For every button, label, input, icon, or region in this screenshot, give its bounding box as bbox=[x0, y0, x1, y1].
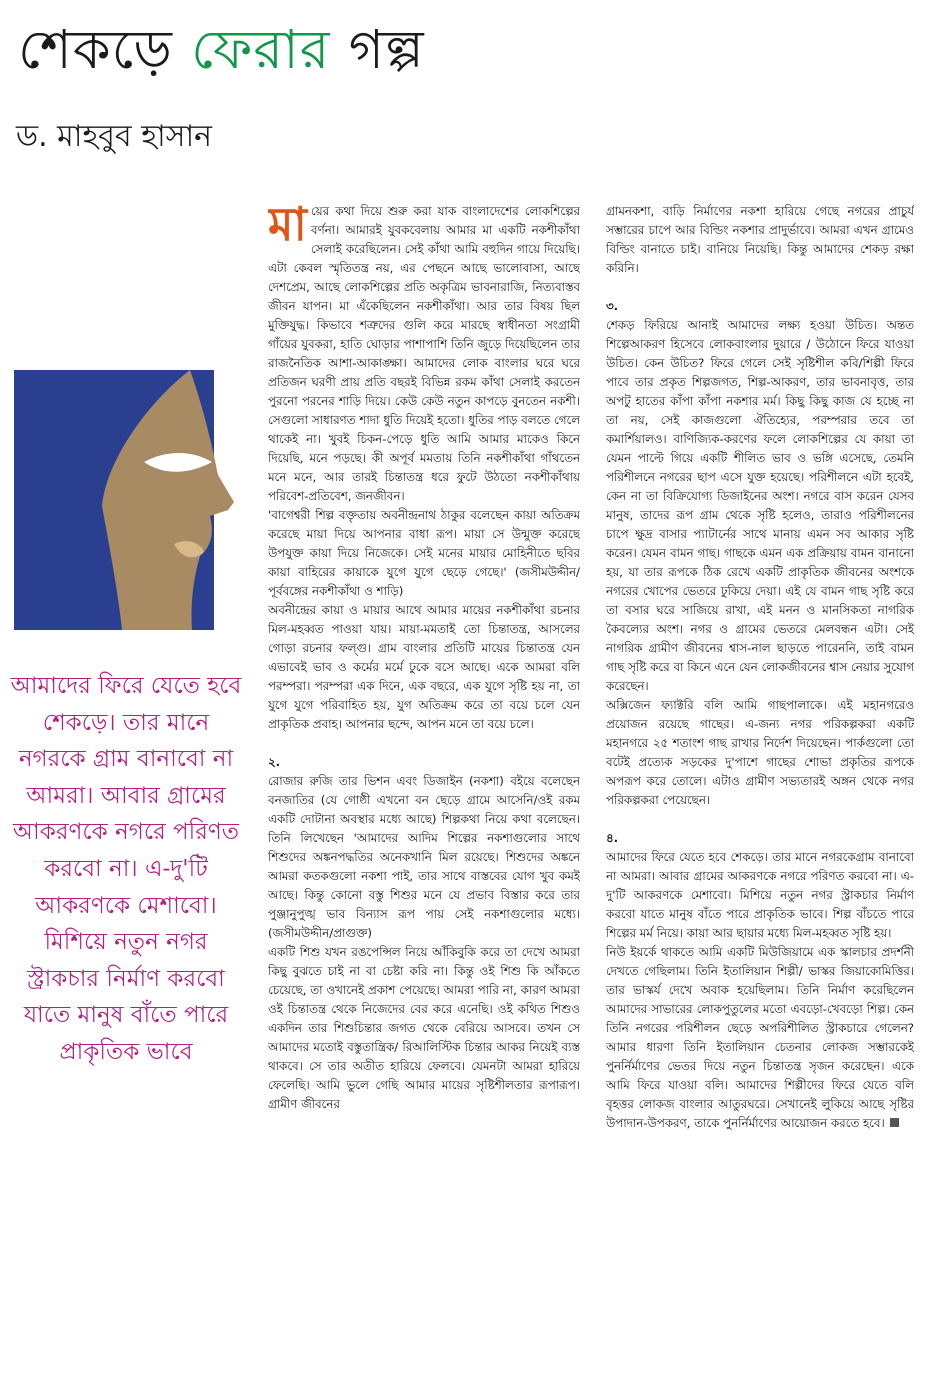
section-number: ৪. bbox=[606, 831, 619, 845]
paragraph: গ্রামনকশা, বাড়ি নির্মাণের নকশা হারিয়ে গেছে নগরের প্রাচুর্য সম্ভারের চাপে আর বিল্ডিং নকশার প্রাদুর্ভাবে। আমরা এখন গ্রামেও বিল্ডিং বানাতে চাই। বানিয়ে নিয়েছি। কিন্তু আমাদের শেকড় রক্ষা করিনি। bbox=[606, 204, 914, 275]
paragraph bbox=[268, 202, 580, 506]
paragraph-last bbox=[606, 943, 914, 1133]
paragraph: রোজার রুজি তার ভিশন এবং ডিজাইন (নকশা) বইয়ে বলেছেন বনজাতির (যে গোষ্ঠী এখনো বন ছেড়ে গ্রামে আসেনি/ওই রকম একটি দোটানা অবস্থার মধ্যে আছে) শিল্পকথা নিয়ে কথা বলেছেন। তিনি লিখেছেন 'আমাদের আদিম শিল্পের নকশাগুলোর সাথে শিশুদের অঙ্কনপদ্ধতির অনেকখানি মিল রয়েছে। শিশুদের অঙ্কনে আমরা কতকগুলো নকশা পাই, তার সাথে বাস্তবের যোগ খুব কমই আছে। কিন্তু কোনো বস্তু শিশুর মনে যে প্রভাব বিস্তার করে তার পুঞ্জানুপুঙ্খ ভাব বিন্যাস রূপ পায় সেই নকশাগুলোর মধ্যে। (জসীমউদ্দীন/প্রাগুক্ত) bbox=[268, 774, 580, 940]
paragraph-text: য়ের কথা দিয়ে শুরু করা যাক বাংলাদেশের লোকশিল্পের বর্ণনা। আমারই যুবকবেলায় আমার মা একটি নকশীকাঁথা সেলাই করেছিলেন। সেই কাঁথা আমি বহুদিন গায়ে দিয়েছি। এটা কেবল স্মৃতিতন্ত্র নয়, এর পেছনে আছে ভালোবাসা, আছে দেশপ্রেম, আছে লোকশিল্পের প্রতি অকৃত্রিম ভাবনারাজি, নিত্যবাস্তব জীবন যাপন। মা এঁকেছিলেন নকশীকাঁথা। আর তার বিষয় ছিল মুক্তিযুদ্ধ। কিভাবে শত্রুদের গুলি করে মারছে স্বাধীনতা সংগ্রামী গাঁয়ের যুবকরা, হাতি ঘোড়ার পাশাপাশি তিনি জুড়ে দিয়েছিলেন তার রাজনৈতিক আশা-আকাঙ্ক্ষা। আমাদের লোক বাংলার ঘরে ঘরে প্রতিজন ঘরণী প্রায় প্রতি বছরই বিভিন্ন রকম কাঁথা সেলাই করতেন পুরনো পরনের শাড়ি দিয়ে। কেউ কেউ নতুন কাপড়ে বুনতেন নকশী। সেগুলো সাধারণত শাদা ধুতি দিয়েই হতো। ধুতির পাড় বলতে গেলে থাকেই না। খুবই চিকন-পেড়ে ধুতি আমি আমার মাকেও কিনে দিয়েছি, মনে পড়ছে। কী অপূর্ব মমতায় তিনি নকশীকাঁথা গাঁথতেন মনে মনে, আর তারই চিন্তাতন্ত্র ধরে ফুটে উঠতো নকশীকাঁথায় পরিবেশ-প্রতিবেশ, জনজীবন। bbox=[268, 204, 580, 503]
pull-quote: আমাদের ফিরে যেতে হবে শেকড়ে। তার মানে নগরকে গ্রাম বানাবো না আমরা। আবার গ্রামের আকরণকে নগরে পরিণত করবো না। এ-দু'টি আকরণকে মেশাবো। মিশিয়ে নতুন নগর স্ট্রাকচার নির্মাণ করবো যাতে মানুষ বাঁতে পারে প্রাকৃতিক ভাবে bbox=[10, 673, 242, 1065]
paragraph: শেকড় ফিরিয়ে আনাই আমাদের লক্ষ্য হওয়া উচিত। অন্তত শিল্পেআকরণ হিসেবে লোকবাংলার দুয়ারে / উঠোনে ফিরে যাওয়া উচিত। কেন উচিত? ফিরে গেলে সেই সৃষ্টিশীল কবি/শিল্পী ফিরে পাবে তার প্রকৃত শিল্পজগত, শিল্প-আকরণ, তার ভাবনাবৃত্ত, তার অপটু হাতের কাঁপা কাঁপা নকশার মর্ম। কিছু কিছু কাজ যে হচ্ছে না তা নয়, সেই কাজগুলো ঐতিহ্যের, পরম্পরার তবে তা কমার্শিয়ালও। বাণিজ্যিক-করণের ফলে লোকশিল্পের যে কায়া তা যেমন পাল্টে গিয়ে একটি শীলিত ভাব ও ভঙ্গি এসেছে, তেমনি পরিশীলনে নগরের ছাপ এসে যুক্ত হয়েছে। পরিশীলনে এটা হবেই, কেন না তা বিক্রিযোগ্য ডিজাইনের অংশ। নগরে বাস করেন যেসব মানুষ, তাদের রূপ গ্রাম থেকে সৃষ্টি হলেও, তারাও পরিশীলনের চাপে ক্ষুদ্র বাসার প্যাটার্নের সাথে মানায় এমন সব আকার সৃষ্টি করেন। যেমন বামন গাছ। গাছকে এমন এক প্রক্রিয়ায় বামন বানানো হয়, যা তার রূপকে ঠিক রেখে একটি প্রাকৃতিক জীবনের অংশকে নগরের খোপের ভেতরে ঢুকিয়ে দেয়া। এই যে বামন গাছ সৃষ্টি করে তা বসার ঘরে সাজিয়ে রাখা, এই মনন ও মানসিকতা নাগরিক কৈবল্যের অংশ। নগর ও গ্রামের ভেতরে মেলবন্ধন এটা। সেই নাগরিক গ্রামীণ জীবনের শ্বাস-নাল ছাড়তে পারেননি, তাই বামন গাছ সৃষ্টি করে বা কিনে এনে যেন লোকজীবনের শ্বাস নেয়ার সুযোগ করেছেন। bbox=[606, 318, 914, 693]
title-word-1: শেকড়ে bbox=[18, 18, 173, 81]
section-number: ৩. bbox=[606, 299, 619, 313]
page-title bbox=[18, 8, 425, 98]
end-mark-icon bbox=[890, 1118, 899, 1127]
paragraph: অক্সিজেন ফ্যাক্টরি বলি আমি গাছপালাকে। এই মহানগরেও প্রয়োজন রয়েছে গাছের। এ-জন্য নগর পরিকল্পকরা একটি মহানগরে ২৫ শতাংশ গাছ রাখার নির্দেশ দিয়েছেন। পার্কগুলো তো বটেই প্রত্যেক সড়কের দু'পাশে গাছের শোভা প্রকৃতির রূপকে অপরূপ করে তোলে। এটাও গ্রামীণ সভ্যতারই অঙ্গন থেকে নগর পরিকল্পকরা পেয়েছেন। bbox=[606, 698, 914, 807]
paragraph: একটি শিশু যখন রঙপেন্সিল নিয়ে আঁকিবুকি করে তা দেখে আমরা কিছু বুঝতে চাই না বা চেষ্টা করি না। কিন্তু ওই শিশু কি আঁকতে চেয়েছে, তা ওখানেই প্রকাশ পেয়েছে। আমরা পারি না, কারণ আমরা ওই চিন্তাতন্ত্র থেকে নিজেদের বের করে এনেছি। ওই কথিত শিশুও একদিন তার শিশুচিন্তার জগত থেকে বেরিয়ে আসবে। তখন সে আমাদের মতোই বস্তুতান্ত্রিক/ রিআলিস্টিক চিন্তার আকর নিয়েই ব্যস্ত থাকবে। সে তার অতীত হারিয়ে ফেলবে। যেমনটা আমরা হারিয়ে ফেলেছি। আমি ভুলে গেছি আমার মায়ের সৃষ্টিশীলতার রূপারূপ। গ্রামীণ জীবনের bbox=[268, 945, 580, 1111]
section-number: ২. bbox=[268, 755, 281, 769]
paragraph: আমাদের ফিরে যেতে হবে শেকড়ে। তার মানে নগরকেগ্রাম বানাবো না আমরা। আবার গ্রামের আকরণকে নগরে পরিণত করবো না। এ-দু'টি আকরণকে মেশাবো। মিশিয়ে নতুন নগর স্ট্রাকচার নির্মাণ করবো যাতে মানুষ বাঁতে পারে প্রাকৃতিক ভাবে। শিল্প বাঁচতে পারে শিল্পের মর্ম নিয়ে। কায়া আর ছায়ার মধ্যে মিল-মহব্বত সৃষ্টি হয়। bbox=[606, 850, 914, 940]
face-illustration bbox=[14, 370, 236, 630]
author-byline: ড. মাহবুব হাসান bbox=[16, 119, 213, 154]
title-word-3: গল্প bbox=[348, 18, 425, 81]
paragraph: অবনীন্দ্রের কায়া ও মায়ার আথে আমার মায়ের নকশীকাঁথা রচনার মিল-মহব্বত পাওয়া যায়। মায়া-মমতাই তো চিন্তাতন্ত্র, আসলের গোড়া রচনার ফল্গু। গ্রাম বাংলার প্রতিটি মায়ের চিন্তাতন্ত্র যেন এভাবেই ভাব ও কর্মের মর্মে ঢুকে বসে আছে। একে আমরা বলি পরম্পরা। পরম্পরা এক দিনে, এক বছরে, এক যুগে সৃষ্টি হয় না, তা যুগে যুগে পরিবাহিত হয়, যুগ অতিক্রম করে তা বয়ে চলে যেন প্রাকৃতিক প্রবাহ। আপনার ছন্দে, আপন মনে তা বয়ে চলে। bbox=[268, 603, 580, 731]
paragraph-text: নিউ ইয়র্কে থাকতে আমি একটি মিউজিয়ামে এক স্কালচার প্রদর্শনী দেখতে গেছিলাম। তিনি ইতালিয়ান শিল্পী/ ভাস্কর জিয়াকোমিত্তির। তার ভাস্কর্য দেখে অবাক হয়েছিলাম। তিনি নির্মাণ করেছিলেন আমাদের সাভারের লোকপুতুলের মতো এবড়ো-খেবড়ো শিল্প। কেন তিনি নগরের পরিশীলন ছেড়ে অপরিশীলিত স্ট্রাকচারে গেলেন? আমার ধারণা তিনি ইতালিয়ান চেতনার লোকজ সম্ভারকেই পুনর্নির্মাণের ভেতর দিয়ে নতুন চিন্তাতন্ত্র সৃজন করেছেন। একে আমি ফিরে যাওয়া বলি। আমাদের শিল্পীদের ফিরে যেতে বলি বৃহত্তর লোকজ বাংলার আতুরঘরে। সেখানেই লুকিয়ে আছে সৃষ্টির উপাদান-উপকরণ, তাকে পুনর্নির্মাণের আয়োজন করতে হবে। bbox=[606, 945, 914, 1130]
drop-cap: মা bbox=[268, 202, 307, 251]
article-column-1 bbox=[268, 202, 580, 1382]
title-word-2: ফেরার bbox=[191, 18, 331, 81]
article-column-2 bbox=[606, 202, 914, 1382]
paragraph: 'বাগেশ্বরী শিল্প বক্তৃতায় অবনীন্দ্রনাথ ঠাকুর বলেছেন কায়া অতিক্রম করেছে মায়া দিয়ে আপনার বাধা রূপ। মায়া সে উন্মুক্ত করেছে উপযুক্ত কায়া দিয়ে নিজেকে। সেই মনের মায়ার মোহিনীতে ছবির কায়া বাহিরের কায়াকে যুগে যুগে ছেড়ে গেছে।' (জসীমউদ্দীন/ পূর্ববঙ্গের নকশীকাঁথা ও শাড়ি) bbox=[268, 508, 580, 598]
